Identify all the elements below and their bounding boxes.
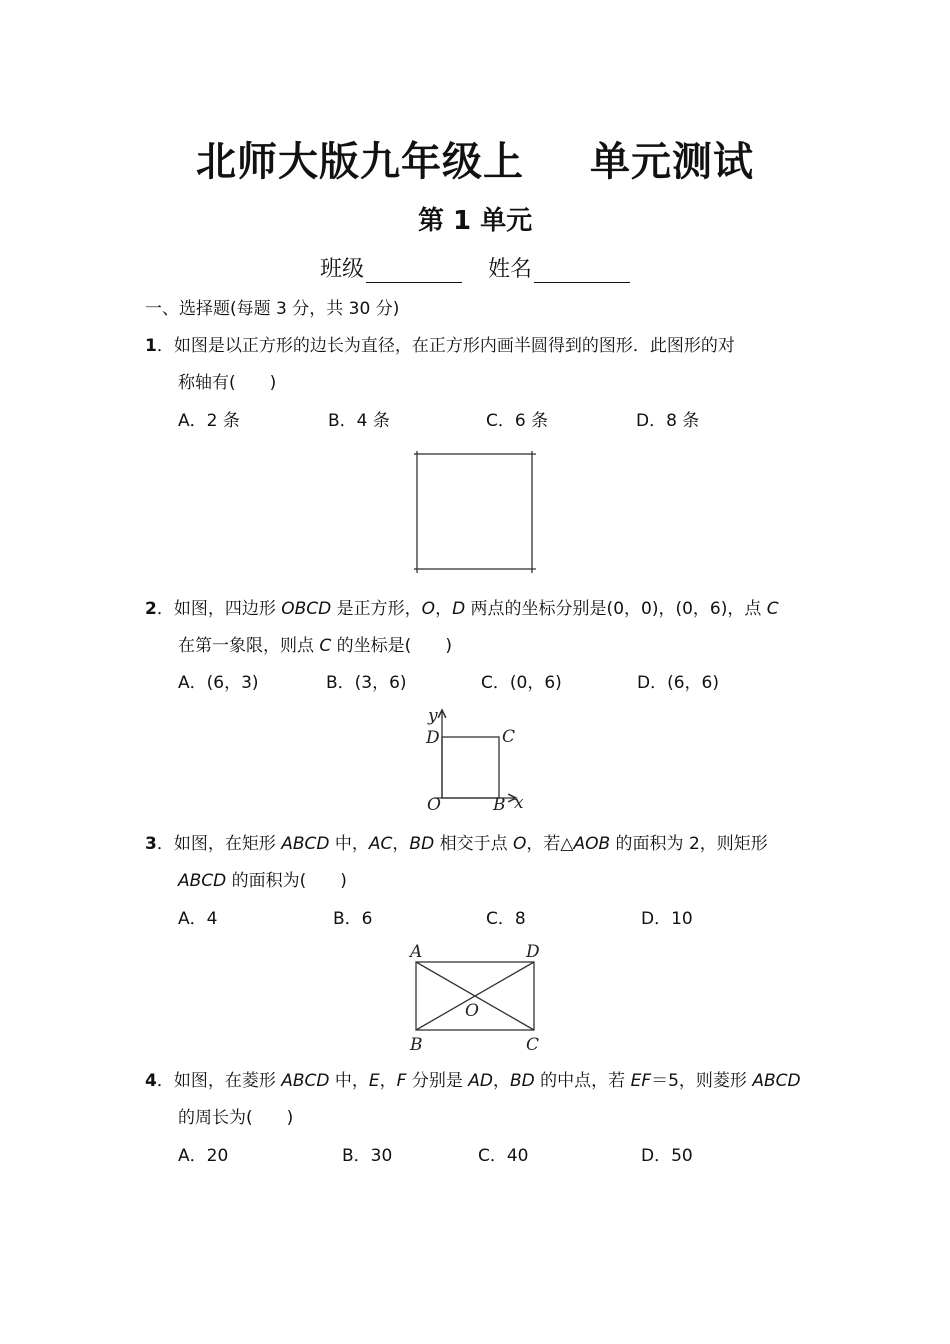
question-2-figure <box>420 702 535 814</box>
question-2-option-c[interactable]: C．(0，6) <box>481 673 562 693</box>
class-blank[interactable] <box>366 260 462 283</box>
label-b: B <box>410 1035 423 1055</box>
q2-text: 的坐标是( ) <box>331 636 452 656</box>
q3-var: ABCD <box>178 871 227 891</box>
square-outline <box>417 454 532 569</box>
question-3-option-d[interactable]: D．10 <box>641 909 693 929</box>
title-right: 单元测试 <box>590 139 754 185</box>
label-o: O <box>465 1001 479 1021</box>
q4-var: F <box>396 1071 407 1091</box>
label-o: O <box>427 795 441 814</box>
name-label: 姓名 <box>488 257 533 282</box>
question-1-text1: 如图是以正方形的边长为直径，在正方形内画半圆得到的图形．此图形的对 <box>173 336 735 356</box>
name-field <box>488 252 630 283</box>
q3-text: 的面积为( ) <box>226 871 347 891</box>
q4-var: ABCD <box>281 1071 330 1091</box>
unit-title: 第 1 单元 <box>418 206 533 236</box>
label-d: D <box>426 728 440 748</box>
question-3-option-a[interactable]: A．4 <box>178 909 218 929</box>
question-4-option-b[interactable]: B．30 <box>342 1146 393 1166</box>
q3-var: BD <box>409 834 435 854</box>
name-blank[interactable] <box>534 260 630 283</box>
label-y: y <box>428 706 438 726</box>
question-3-number: 3 <box>145 834 157 854</box>
question-4-option-d[interactable]: D．50 <box>641 1146 693 1166</box>
question-4-line2: 的周长为( ) <box>178 1108 294 1128</box>
question-1-option-a[interactable]: A．2 条 <box>178 411 240 431</box>
q4-text: 分别是 <box>406 1071 469 1091</box>
label-b: B <box>493 795 506 814</box>
q2-var: D <box>452 599 466 619</box>
question-3-option-c[interactable]: C．8 <box>486 909 526 929</box>
q2-var: C <box>319 636 332 656</box>
question-1-line1: 1．如图是以正方形的边长为直径，在正方形内画半圆得到的图形．此图形的对 <box>145 336 735 356</box>
class-field <box>320 252 462 283</box>
question-2-option-a[interactable]: A．(6，3) <box>178 673 259 693</box>
question-4-option-a[interactable]: A．20 <box>178 1146 229 1166</box>
q3-text: 的面积为 2，则矩形 <box>610 834 768 854</box>
q2-text: 是正方形， <box>331 599 422 619</box>
question-2-option-b[interactable]: B．(3，6) <box>326 673 407 693</box>
q4-var: AD <box>468 1071 493 1091</box>
question-3-line2 <box>178 870 347 892</box>
q3-var: O <box>513 834 527 854</box>
q4-text: 中， <box>329 1071 369 1091</box>
label-x: x <box>514 793 524 813</box>
question-1-option-c[interactable]: C．6 条 <box>486 411 549 431</box>
q4-text: ＝5，则菱形 <box>651 1071 753 1091</box>
q2-var: C <box>766 599 779 619</box>
q3-var: ABCD <box>281 834 330 854</box>
q4-var: BD <box>510 1071 535 1091</box>
q3-text: 相交于点 <box>434 834 513 854</box>
question-1-figure <box>414 451 536 573</box>
q3-text: ， <box>392 834 410 854</box>
q3-text: 如图，在矩形 <box>173 834 282 854</box>
label-d: D <box>526 942 540 962</box>
q4-text: ， <box>493 1071 510 1091</box>
question-2-option-d[interactable]: D．(6，6) <box>637 673 719 693</box>
question-2-number: 2 <box>145 599 157 619</box>
q2-text: ， <box>435 599 453 619</box>
question-1-option-d[interactable]: D．8 条 <box>636 411 700 431</box>
question-3-line1: 3．如图，在矩形 ABCD 中，AC，BD 相交于点 O，若△AOB 的面积为 2，则矩形 <box>145 834 768 854</box>
q4-var: EF <box>630 1071 652 1091</box>
q2-text: 如图，四边形 <box>173 599 282 619</box>
label-c: C <box>502 727 516 747</box>
title-left: 北师大版九年级上 <box>196 139 524 185</box>
q4-var: ABCD <box>752 1071 801 1091</box>
q4-text: 的中点，若 <box>534 1071 631 1091</box>
q4-text: 如图，在菱形 <box>173 1071 282 1091</box>
label-a: A <box>410 942 423 962</box>
label-c: C <box>526 1035 540 1055</box>
question-1-number: 1 <box>145 336 157 356</box>
section-heading: 一、选择题(每题 3 分，共 30 分) <box>145 299 400 319</box>
question-2-line1: 2．如图，四边形 OBCD 是正方形，O，D 两点的坐标分别是(0，0)，(0，6)，点 C <box>145 599 779 619</box>
q2-text: 两点的坐标分别是(0，0)，(0，6)，点 <box>465 599 767 619</box>
question-4-number: 4 <box>145 1071 157 1091</box>
q3-var: AC <box>368 834 393 854</box>
question-3-option-b[interactable]: B．6 <box>333 909 373 929</box>
q2-var: OBCD <box>281 599 332 619</box>
question-4-option-c[interactable]: C．40 <box>478 1146 529 1166</box>
question-3-figure <box>404 938 550 1056</box>
question-1-option-b[interactable]: B．4 条 <box>328 411 390 431</box>
q4-var: E <box>368 1071 380 1091</box>
class-label: 班级 <box>320 257 365 282</box>
q3-text: 中， <box>329 834 369 854</box>
square-obcd <box>442 737 499 798</box>
q2-text: 在第一象限，则点 <box>178 636 320 656</box>
q3-text: ，若△ <box>526 834 574 854</box>
question-4-line1: 4．如图，在菱形 ABCD 中，E，F 分别是 AD，BD 的中点，若 EF＝5，则菱形 ABCD <box>145 1071 801 1091</box>
q2-var: O <box>421 599 436 619</box>
q3-var: AOB <box>573 834 611 854</box>
q4-text: ， <box>379 1071 397 1091</box>
question-1-line2: 称轴有( ) <box>178 373 277 393</box>
question-2-line2 <box>178 635 452 657</box>
